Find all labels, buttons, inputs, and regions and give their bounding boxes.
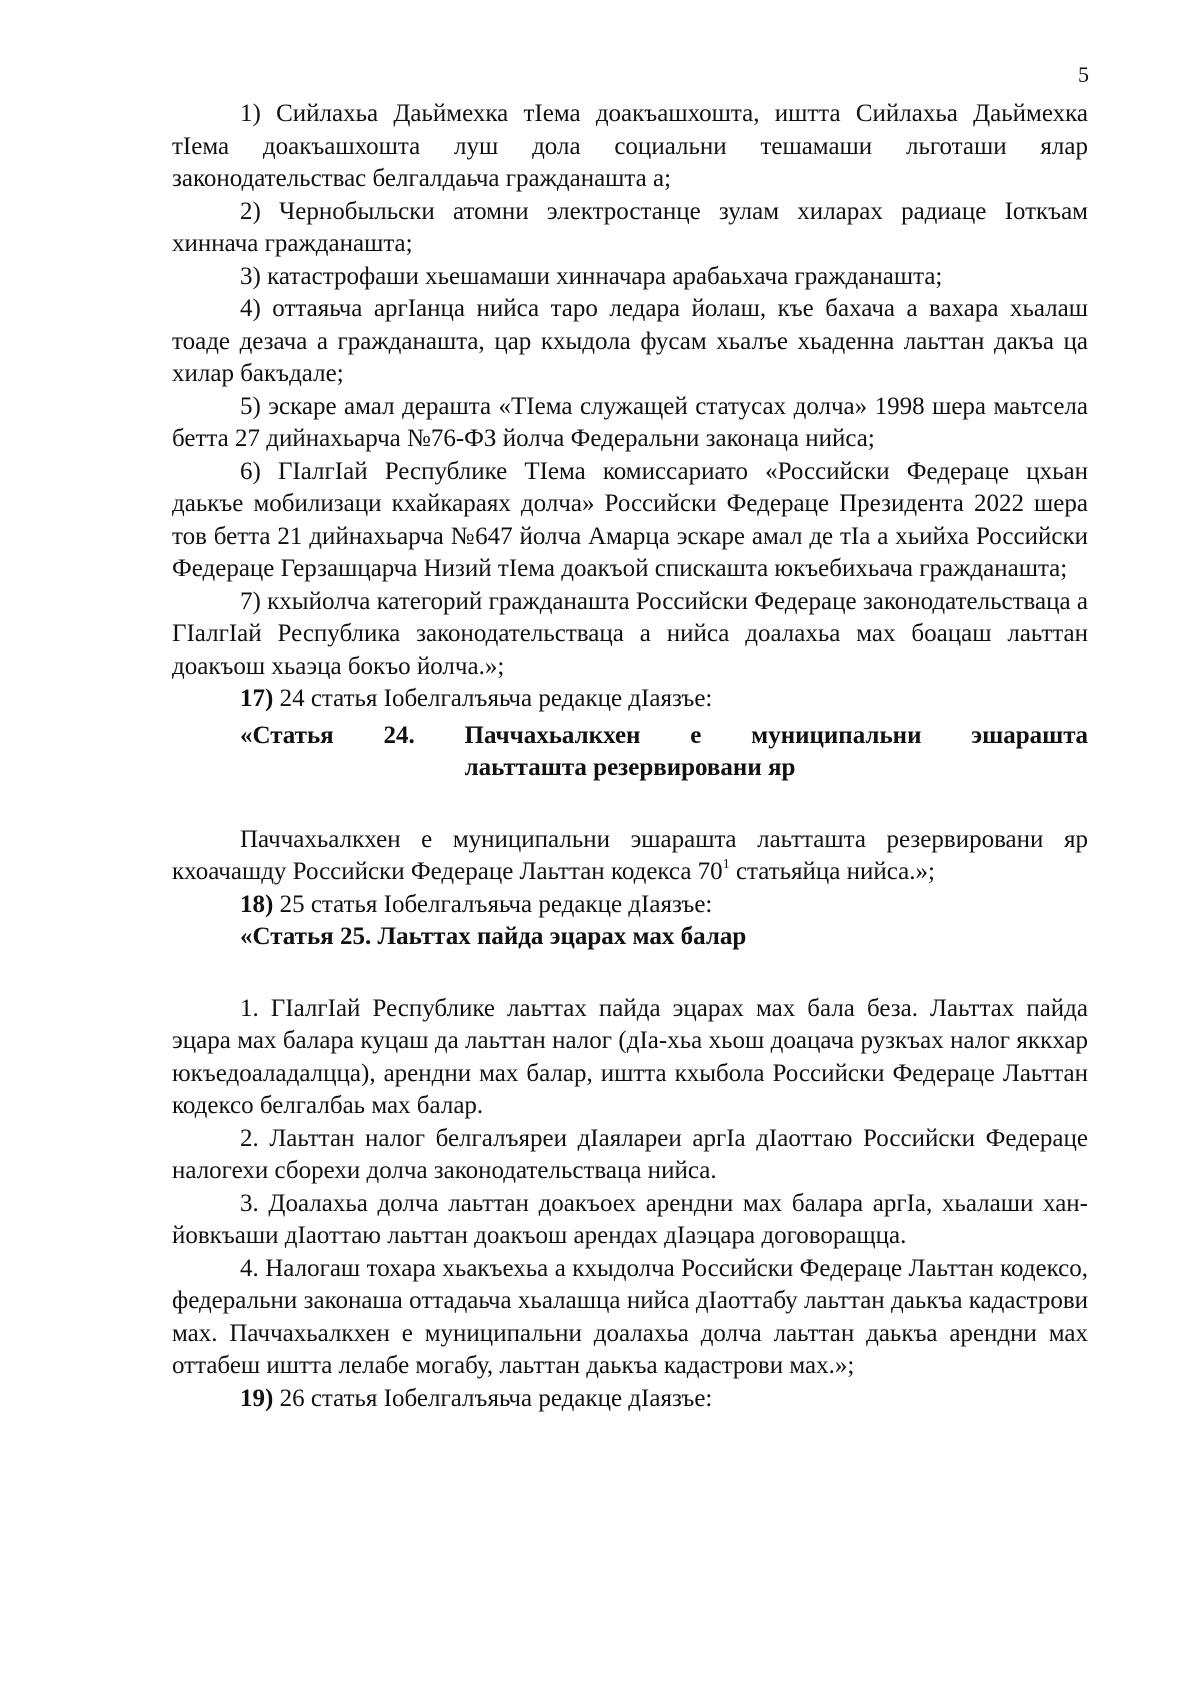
article-24-heading: «Статья 24. Паччахьалкхен е муниципальни эшараштa: [240, 721, 1088, 749]
article-24-text-end: статьяйца нийса.»;: [729, 858, 935, 885]
article-24-heading-continuation: лаьтташта резервировани яр: [464, 754, 796, 781]
item-text: 25 статья Iобелгалъяьча редакце дIаязъе:: [273, 890, 713, 918]
article-24-body: [172, 824, 1088, 889]
article-25-heading: «Статья 25. Лаьттах пайда эцарах мах балар: [240, 923, 747, 950]
list-item: 2) Чернобыльски атомни электростанце зулам хиларах радиаце Iоткъам хиннача гражданашта;: [172, 197, 1088, 257]
item-number: 17): [240, 685, 274, 712]
article-25-paragraph: 1. ГIалгIай Республике лаьттах пайда эцарах мах бала беза. Лаьттах пайда эцара мах балара куцаш да лаьттан налог (дIа-хьа хьош доацача рузкъах налог яккхар юкъедоаладалцца), арендни мах балар, иштта кхыбола Российски Федераце Лаьттан кодексо белгалбаь мах балар.: [172, 994, 1088, 1119]
article-25-paragraph: 3. Доалахьа долча лаьттан доакъоех арендни мах балара аргIа, хьалаши хан-йовкъаши дIаоттаю лаьттан доакъош арендах дIаэцара договоращца.: [172, 1189, 1088, 1249]
article-25-paragraph: 4. Налогаш тохара хьакъехьа а кхыдолча Российски Федераце Лаьттан кодексо, федеральни законаша оттадаьча хьалашца нийса дIаоттабу лаьттан даькъа кадастрови мах. Паччахьалкхен е муниципальни доалахьа долча лаьттан даькъа арендни мах оттабеш иштта лелабе могабу, лаьттан даькъа кадастрови мах.»;: [172, 1254, 1088, 1379]
amendment-item-17: [172, 683, 1088, 716]
list-item: 4) оттаяьча аргIанца нийса таро ледара йолаш, къе бахача а вахара хьалаш тоаде дезача а гражданашта, цар кхыдола фусам хьалъе хьаденна лаьттан дакъа ца хилар бакъдале;: [172, 295, 1088, 387]
list-item: 6) ГIалгIай Республике ТIема комиссариато «Российски Федераце цхьан даькъе мобилизаци кхайкараях долча» Российски Федераце Президента 2022 шера тов бетта 21 дийнахьарча №647 йолча Амарца эскаре амал де тIа а хьийха Российски Федераце Герзашцарча Низий тIема доакъой спискашта юкъебихьача гражданашта;: [172, 457, 1088, 582]
item-text: 26 статья Iобелгалъяьча редакце дIаязъе:: [273, 1384, 713, 1412]
amendment-item-19: [172, 1383, 1088, 1416]
item-number: 18): [240, 890, 274, 918]
list-item: 3) катастрофаши хьешамаши хинначара арабаьхача гражданашта;: [240, 262, 943, 290]
item-number: 19): [240, 1384, 274, 1412]
amendment-item-18: [172, 889, 1088, 922]
article-24-text: Паччахьалкхен е муниципальни эшараштa лаьтташта резервировани яр кхоачашду Российски Федераце Лаьттан кодекса 70: [172, 825, 1088, 885]
item-text: 24 статья Iобелгалъяьча редакце дIаязъе:: [273, 685, 713, 712]
article-25-paragraph: 2. Лаьттан налог белгалъяреи дIаялареи аргIа дIаоттаю Российски Федераце налогехи сборехи долча законодательстваца нийса.: [172, 1124, 1088, 1184]
page-number: 5: [1078, 62, 1089, 87]
document-body: [172, 98, 1088, 1415]
list-item: 7) кхыйолча категорий гражданашта Российски Федераце законодательстваца а ГIалгIай Республика законодательстваца а нийса доалахьа мах боацаш лаьттан доакъош хьаэца бокъо йолча.»;: [172, 587, 1088, 680]
superscript: 1: [722, 856, 730, 872]
list-item: 5) эскаре амал дерашта «ТIема служащей статусах долча» 1998 шера маьтсела бетта 27 дийнахьарча №76-ФЗ йолча Федеральни законаца нийса;: [172, 392, 1088, 452]
list-item: 1) Сийлахьа Даьймехка тIема доакъашхошта, иштта Сийлахьа Даьймехка тIема доакъашхошта луш дола социальни тешамаши льготаши ялар законодательствас белгалдаьча гражданашта а;: [172, 100, 1088, 192]
